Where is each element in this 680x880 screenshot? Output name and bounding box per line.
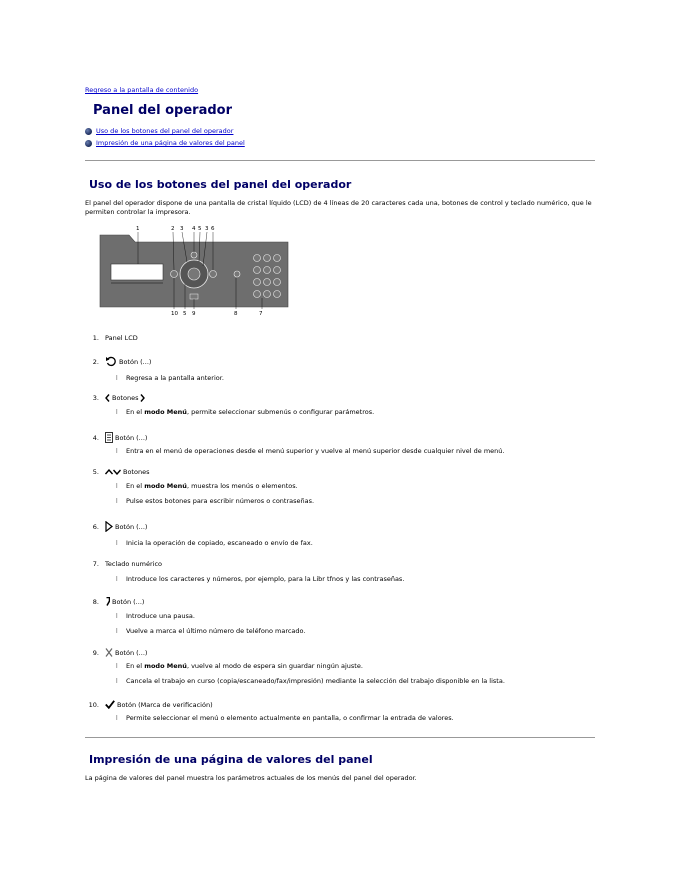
sub-item [116,662,363,670]
list-item [85,597,144,606]
item-number: 2. [92,357,99,366]
item-number: 4. [92,433,99,442]
item-number: 10. [88,700,99,709]
callout-label: 5 [198,226,202,232]
callout-label: 10 [171,311,178,317]
item-label: Botón (...) [112,597,145,606]
sub-bullet: l [116,482,118,490]
item-label: Botón (...) [119,357,152,366]
item-number: 7. [92,560,99,568]
sub-item-bold: modo Menú [144,662,187,670]
sub-bullet: l [116,612,118,620]
page-title: Panel del operador [93,103,232,118]
sub-bullet: l [116,497,118,505]
item-number: 8. [92,597,99,606]
sub-item-text: Entra en el menú de operaciones desde el menú superior y vuelve al menú superior desde cualquier nivel de menú. [126,447,505,455]
back-to-contents-link[interactable]: Regreso a la pantalla de contenido [85,86,199,94]
callout-label: 4 [192,226,196,232]
sub-item [116,575,404,583]
item-label: Botones [112,394,139,402]
item-label: Botón (...) [115,433,148,442]
sub-item-text: Permite seleccionar el menú o elemento actualmente en pantalla, o confirmar la entrada de valores. [126,714,454,722]
callout-label: 1 [136,226,140,232]
list-item [85,648,147,657]
section-intro [85,199,595,217]
item-label: Botón (...) [115,648,148,657]
callout-label: 6 [211,226,215,232]
divider [85,737,595,738]
item-label: Botones [123,468,150,476]
section-intro: La página de valores del panel muestra los parámetros actuales de los menús del panel del operador. [85,774,417,782]
callout-label: 7 [259,311,263,317]
list-item [85,521,147,532]
item-label: Teclado numérico [105,560,162,568]
sub-bullet: l [116,374,118,382]
operator-panel-figure [97,222,297,321]
sub-item-text: Cancela el trabajo en curso (copia/escaneado/fax/impresión) mediante la selección del trabajo disponible en la lista. [126,677,505,685]
sub-item [116,497,314,505]
list-item [85,560,162,568]
sub-bullet: l [116,539,118,547]
item-label: Panel LCD [105,334,138,342]
left-arrow-icon [105,394,110,402]
operator-panel-illustration [97,222,297,317]
sub-item-text: En el [126,662,143,670]
section-heading-buttons: Uso de los botones del panel del operador [89,178,352,191]
item-number: 5. [92,468,99,476]
callout-label: 8 [234,311,238,317]
sub-item [116,408,374,416]
section-heading-panel-settings: Impresión de una página de valores del panel [89,753,373,766]
sub-bullet: l [116,447,118,455]
right-arrow-icon [140,394,145,402]
sub-item [116,627,305,635]
item-number: 3. [92,394,99,402]
sub-bullet: l [116,408,118,416]
check-icon [105,700,115,709]
sub-item-text: Introduce los caracteres y números, por ejemplo, para la Libr tfnos y las contraseñas. [126,575,405,583]
list-item [85,394,145,402]
up-arrow-icon [105,469,113,475]
sub-item [116,612,195,620]
list-item [85,334,138,342]
divider [85,160,595,161]
sub-item [116,714,454,722]
item-label: Botón (Marca de verificación) [117,700,213,709]
sub-item-text: Inicia la operación de copiado, escaneado o envío de fax. [126,539,313,547]
sub-item [116,539,313,547]
item-number: 1. [92,334,99,342]
item-number: 9. [92,648,99,657]
menu-icon [105,432,113,443]
sub-bullet: l [116,662,118,670]
back-icon [105,356,117,367]
sub-bullet: l [116,677,118,685]
toc-link-buttons[interactable]: Uso de los botones del panel del operador [96,127,234,135]
toc-item[interactable] [85,139,245,147]
start-icon [105,521,113,532]
bullet-icon [85,128,92,135]
callout-label: 5 [183,311,187,317]
sub-item-text: , vuelve al modo de espera sin guardar ningún ajuste. [186,662,363,670]
sub-item-text: Vuelve a marca el último número de teléfono marcado. [126,627,306,635]
intro-line: permiten controlar la impresora. [85,208,191,216]
sub-item [116,374,224,382]
sub-item-bold: modo Menú [144,408,187,416]
toc-link-panel-settings[interactable]: Impresión de una página de valores del panel [96,139,245,147]
callout-label: 2 [171,226,175,232]
callout-label: 3 [205,226,209,232]
sub-item-text: , muestra los menús o elementos. [186,482,298,490]
intro-line: El panel del operador dispone de una pantalla de cristal líquido (LCD) de 4 líneas de 20 caracteres cada una, botones de control y teclado numérico, que le [85,199,592,207]
sub-item [116,447,504,455]
sub-item-text: , permite seleccionar submenús o configurar parámetros. [186,408,375,416]
sub-item-text: Introduce una pausa. [126,612,195,620]
sub-item [116,482,298,490]
sub-item [116,677,505,685]
sub-bullet: l [116,627,118,635]
sub-bullet: l [116,714,118,722]
callout-label: 3 [180,226,184,232]
list-item [85,468,149,476]
item-label: Botón (...) [115,522,148,531]
redial-pause-icon [105,597,110,606]
sub-bullet: l [116,575,118,583]
list-item [85,356,151,367]
callout-label: 9 [192,311,196,317]
sub-item-text: En el [126,482,143,490]
sub-item-bold: modo Menú [144,482,187,490]
toc-item[interactable] [85,127,233,135]
sub-item-text: En el [126,408,143,416]
item-number: 6. [92,522,99,531]
sub-item-text: Regresa a la pantalla anterior. [126,374,224,382]
cancel-icon [105,648,113,657]
list-item [85,432,147,443]
down-arrow-icon [113,469,121,475]
sub-item-text: Pulse estos botones para escribir números o contraseñas. [126,497,315,505]
list-item [85,700,213,709]
bullet-icon [85,140,92,147]
